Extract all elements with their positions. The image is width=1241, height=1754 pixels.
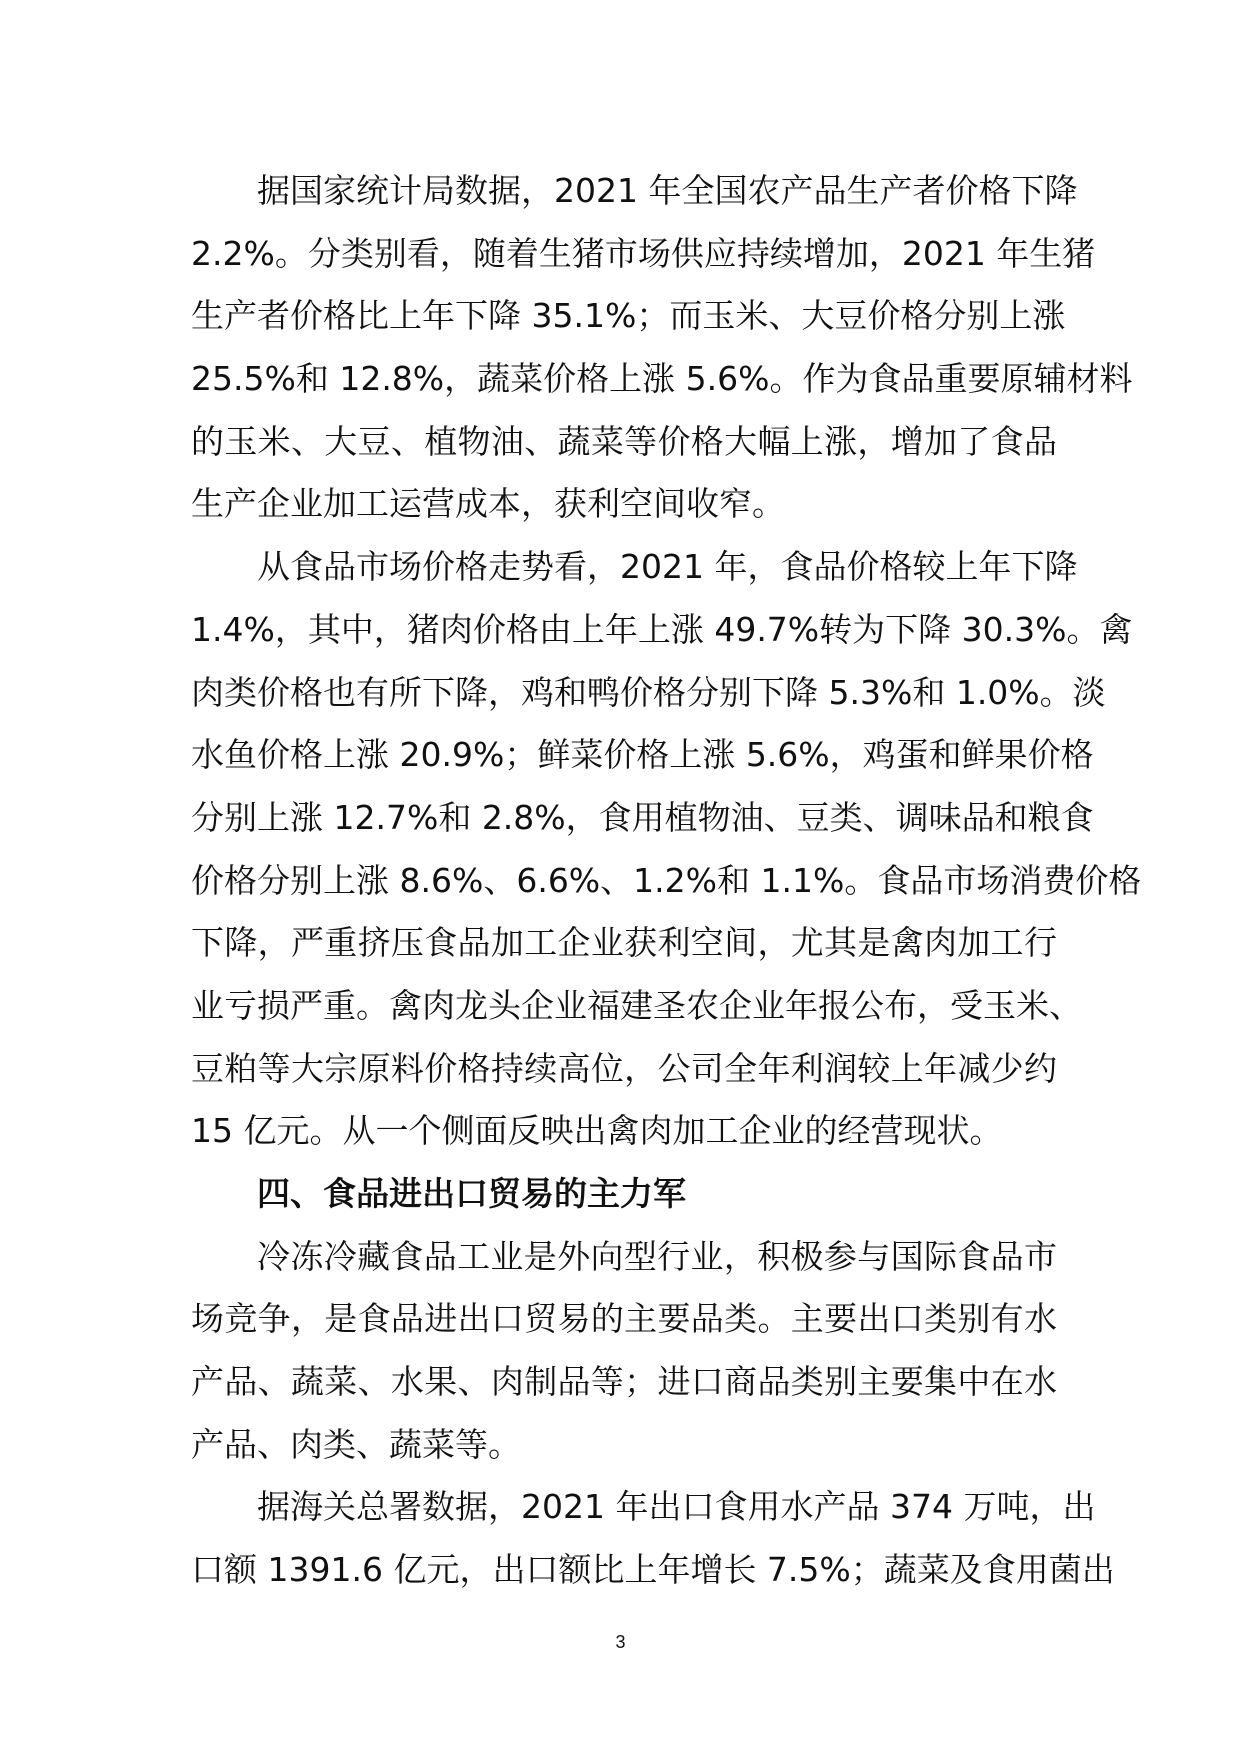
text-line: 场竞争，是食品进出口贸易的主要品类。主要出口类别有水 bbox=[191, 1299, 1057, 1339]
page-number: 3 bbox=[615, 1632, 626, 1652]
paragraph bbox=[191, 160, 1133, 536]
text-line: 价格分别上涨 8.6%、6.6%、1.2%和 1.1%。食品市场消费价格 bbox=[191, 860, 1142, 900]
text-line: 肉类价格也有所下降，鸡和鸭价格分别下降 5.3%和 1.0%。淡 bbox=[191, 672, 1106, 712]
paragraph bbox=[191, 1476, 1115, 1601]
paragraph bbox=[191, 536, 1142, 1163]
text-line: 生产者价格比上年下降 35.1%；而玉米、大豆价格分别上涨 bbox=[191, 296, 1066, 336]
text-line: 15 亿元。从一个侧面反映出禽肉加工企业的经营现状。 bbox=[191, 1111, 1003, 1151]
text-line: 冷冻冷藏食品工业是外向型行业，积极参与国际食品市 bbox=[257, 1236, 1057, 1276]
text-line: 产品、肉类、蔬菜等。 bbox=[191, 1424, 521, 1464]
text-line: 业亏损严重。禽肉龙头企业福建圣农企业年报公布，受玉米、 bbox=[191, 985, 1082, 1025]
text-line: 据国家统计局数据，2021 年全国农产品生产者价格下降 bbox=[257, 171, 1078, 210]
text-line: 2.2%。分类别看，随着生猪市场供应持续增加，2021 年生猪 bbox=[191, 233, 1096, 273]
paragraph bbox=[191, 1226, 1057, 1477]
text-line: 的玉米、大豆、植物油、蔬菜等价格大幅上涨，增加了食品 bbox=[191, 421, 1057, 461]
text-line: 豆粕等大宗原料价格持续高位，公司全年利润较上年减少约 bbox=[191, 1048, 1057, 1088]
heading-text: 四、食品进出口贸易的主力军 bbox=[257, 1174, 686, 1213]
text-line: 从食品市场价格走势看，2021 年，食品价格较上年下降 bbox=[257, 547, 1078, 587]
section-heading bbox=[191, 1163, 1057, 1226]
text-line: 据海关总署数据，2021 年出口食用水产品 374 万吨，出 bbox=[257, 1487, 1096, 1527]
text-line: 口额 1391.6 亿元，出口额比上年增长 7.5%；蔬菜及食用菌出 bbox=[191, 1550, 1115, 1590]
text-line: 产品、蔬菜、水果、肉制品等；进口商品类别主要集中在水 bbox=[191, 1362, 1057, 1402]
document-body bbox=[191, 160, 1142, 1602]
text-line: 生产企业加工运营成本，获利空间收窄。 bbox=[191, 484, 785, 524]
text-line: 1.4%，其中，猪肉价格由上年上涨 49.7%转为下降 30.3%。禽 bbox=[191, 609, 1133, 649]
text-line: 下降，严重挤压食品加工企业获利空间，尤其是禽肉加工行 bbox=[191, 923, 1057, 963]
text-line: 25.5%和 12.8%，蔬菜价格上涨 5.6%。作为食品重要原辅材料 bbox=[191, 359, 1133, 399]
text-line: 水鱼价格上涨 20.9%；鲜菜价格上涨 5.6%，鸡蛋和鲜果价格 bbox=[191, 735, 1094, 775]
text-line: 分别上涨 12.7%和 2.8%，食用植物油、豆类、调味品和粮食 bbox=[191, 797, 1094, 837]
